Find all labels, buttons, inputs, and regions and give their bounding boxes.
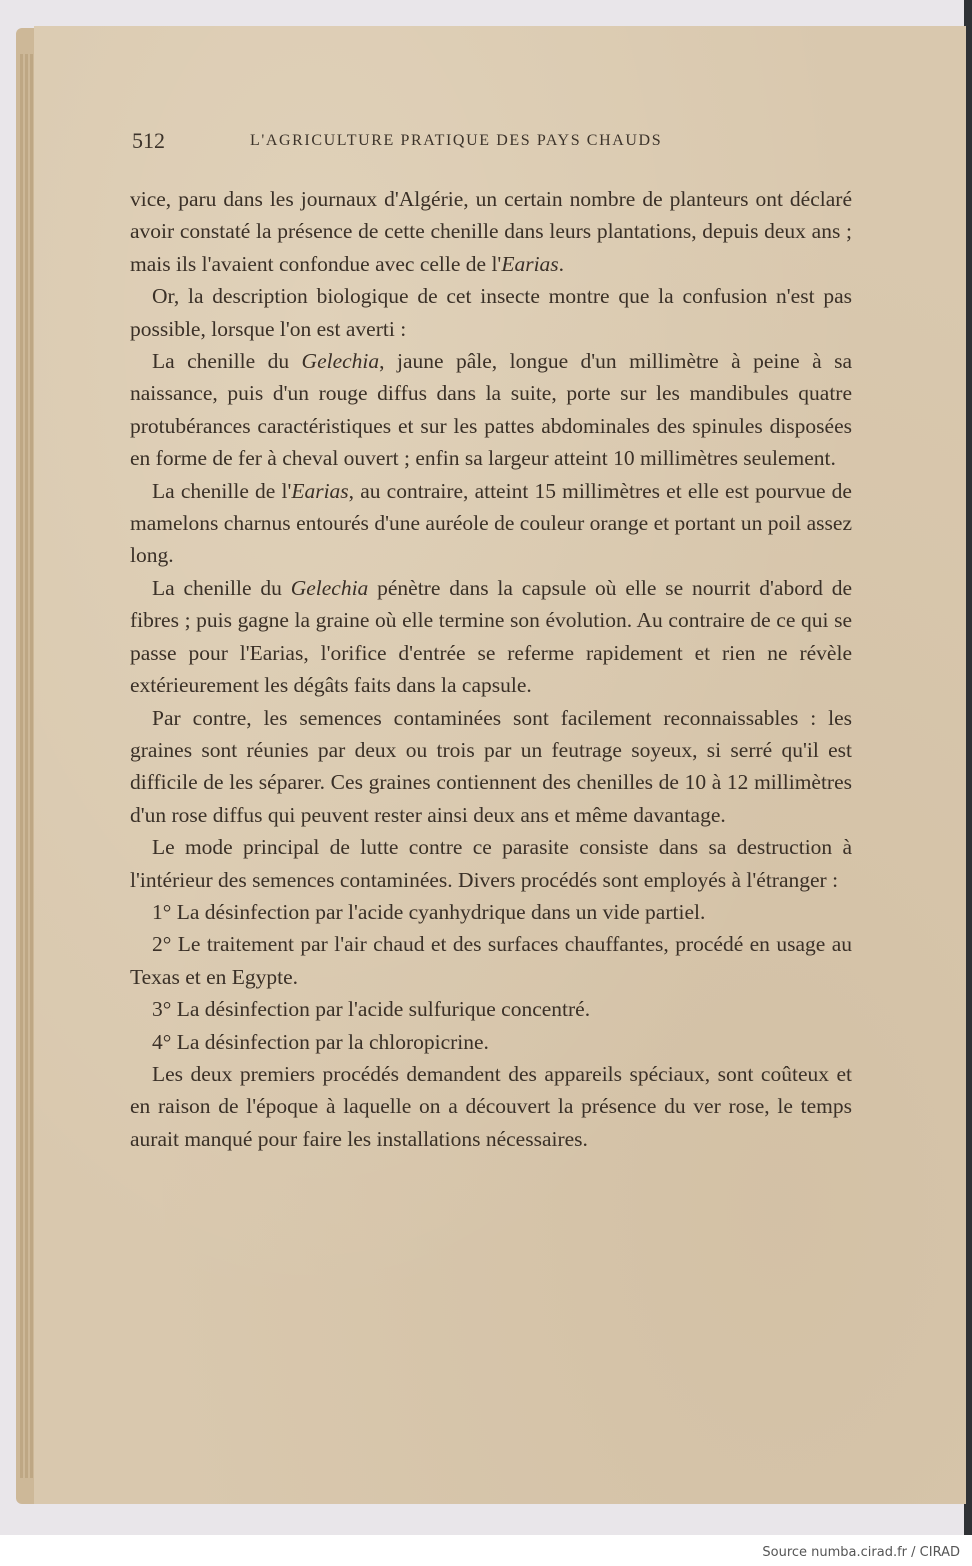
- page-edge: [20, 54, 23, 1478]
- paragraph: [130, 183, 852, 280]
- text-run: Par contre, les semences contaminées sont facilement reconnaissables : les graines sont réunies par deux ou trois par un feutrage soyeux, si serré qu'il est difficile de les séparer. Ces graines contiennent des chenilles de 10 à 12 millimètres d'un rose diffus qui peuvent rester ainsi deux ans et même davantage.: [130, 705, 852, 827]
- italic-term: Earias: [501, 251, 559, 276]
- body-text: [130, 183, 852, 1155]
- running-title: L'AGRICULTURE PRATIQUE DES PAYS CHAUDS: [250, 132, 663, 149]
- text-run: Or, la description biologique de cet insecte montre que la confusion n'est pas possible, lorsque l'on est averti :: [130, 284, 852, 341]
- paragraph: [130, 993, 852, 1025]
- text-run: pénètre dans la capsule où elle se nourrit d'abord de fibres ; puis gagne la graine où elle termine son évolution. Au contraire de ce qui se passe pour l'Earias, l'orifice d'entrée se referme rapidement et rien ne révèle extérieurement les dégâts faits dans la capsule.: [130, 575, 852, 698]
- paragraph: [130, 928, 852, 993]
- text-run: La chenille du: [152, 349, 302, 374]
- text-run: 2° Le traitement par l'air chaud et des surfaces chauffantes, procédé en usage au Texas et en Egypte.: [130, 932, 852, 989]
- page-edge: [25, 54, 28, 1478]
- text-run: 4° La désinfection par la chloropicrine.: [152, 1029, 489, 1054]
- italic-term: Gelechia: [301, 349, 380, 374]
- text-run: La chenille du: [152, 575, 291, 600]
- paragraph: [130, 572, 852, 702]
- text-run: vice, paru dans les journaux d'Algérie, un certain nombre de planteurs ont déclaré avoir constaté la présence de cette chenille dans leurs plantations, depuis deux ans ; mais ils l'avaient confondue avec celle de l': [130, 187, 852, 276]
- text-run: Le mode principal de lutte contre ce parasite consiste dans sa destruction à l'intérieur des semences contaminées. Divers procédés sont employés à l'étranger :: [130, 835, 852, 892]
- paragraph: [130, 1058, 852, 1155]
- italic-term: Earias: [291, 478, 349, 503]
- paragraph: [130, 831, 852, 896]
- paragraph: [130, 896, 852, 928]
- source-credit: Source numba.cirad.fr / CIRAD: [762, 1545, 960, 1560]
- text-run: , au contraire, atteint 15 millimètres et elle est pourvue de mamelons charnus entourés d'une auréole de couleur orange et portant un poil assez long.: [130, 478, 852, 568]
- paragraph: [130, 345, 852, 475]
- paragraph: [130, 1026, 852, 1058]
- text-run: Les deux premiers procédés demandent des appareils spéciaux, sont coûteux et en raison de l'époque à laquelle on a découvert la présence du ver rose, le temps aurait manqué pour faire les installations nécessaires.: [130, 1061, 852, 1151]
- page-edge: [30, 54, 33, 1478]
- text-run: 1° La désinfection par l'acide cyanhydrique dans un vide partiel.: [152, 899, 706, 924]
- page-number: 512: [132, 128, 165, 153]
- text-run: La chenille de l': [152, 478, 292, 503]
- paragraph: [130, 702, 852, 832]
- paragraph: [130, 475, 852, 572]
- text-run: .: [558, 251, 565, 276]
- paragraph: [130, 280, 852, 345]
- text-run: , jaune pâle, longue d'un millimètre à peine à sa naissance, puis d'un rouge diffus dans la suite, porte sur les mandibules quatre protubérances caractéristiques et sur les pattes abdominales des spinules disposées en forme de fer à cheval ouvert ; enfin sa largeur atteint 10 millimètres seulement.: [130, 349, 852, 471]
- text-run: 3° La désinfection par l'acide sulfurique concentré.: [152, 997, 591, 1022]
- italic-term: Gelechia: [290, 575, 369, 600]
